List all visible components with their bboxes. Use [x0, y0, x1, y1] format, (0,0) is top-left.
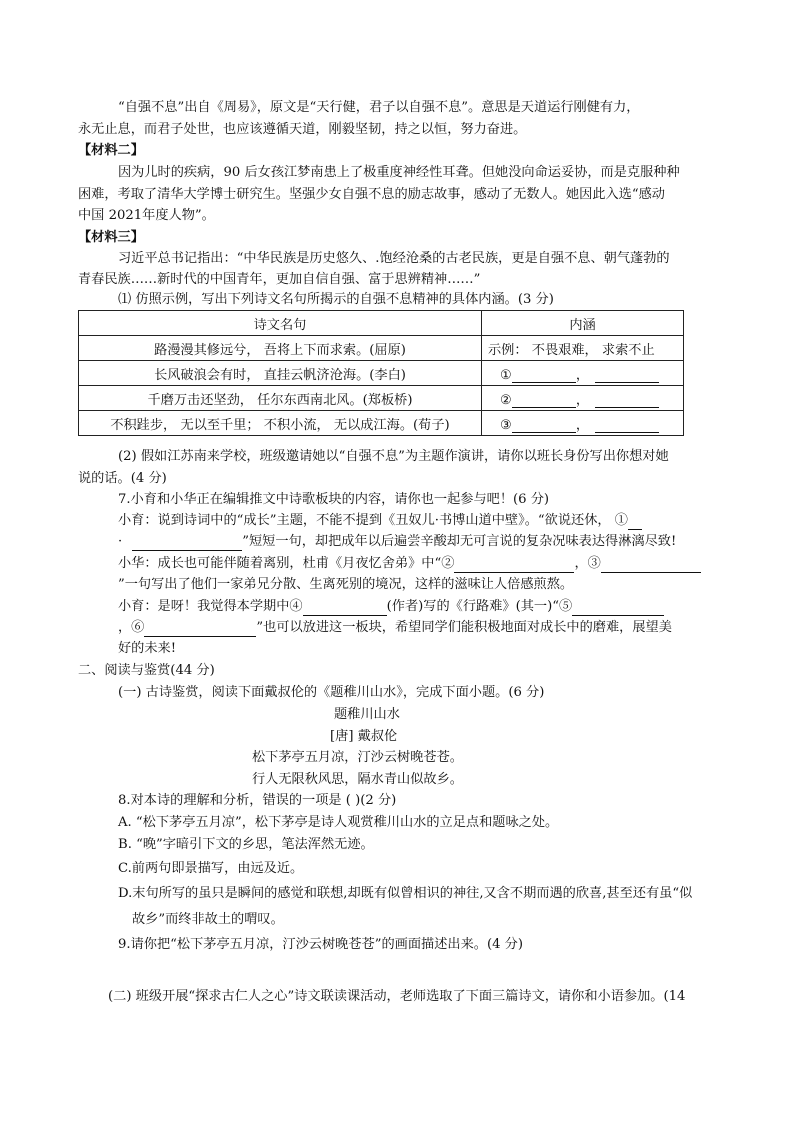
question7-dialogue-line3 [118, 555, 701, 573]
answer-number: ① [500, 367, 512, 383]
question7-stem: 7.小育和小华正在编辑推文中诗歌板块的内容，请你也一起参与吧！(6 分) [118, 492, 550, 507]
dialogue-text: ，③ [574, 556, 601, 571]
answer-blank[interactable] [595, 368, 659, 383]
question2-line2: 说的话。(4 分) [78, 471, 167, 486]
question2-line1: (2) 假如江苏南来学校，班级邀请她以“自强不息”为主题作演讲，请你以班长身份写出你想对她 [118, 449, 669, 464]
question9: 9.请你把“松下茅亭五月凉，汀沙云树晚苍苍”的画面描述出来。(4 分) [118, 937, 523, 952]
table-row [79, 386, 684, 411]
dialogue-text: ，⑥ [118, 620, 145, 635]
part2-intro: (二) 班级开展“探求古仁人之心”诗文联读课活动，老师选取了下面三篇诗文，请你和小语参加。(14 [108, 989, 686, 1004]
question7-dialogue-line5 [118, 598, 664, 616]
material2-paragraph-line2: 困难，考取了清华大学博士研究生。坚强少女自强不息的励志故事，感动了无数人。她因此入选“感动 [78, 187, 665, 202]
table-cell-meaning [482, 386, 684, 411]
answer-blank[interactable] [144, 622, 256, 637]
table-header-row [79, 311, 684, 336]
table-cell-poem: 不积跬步， 无以至千里； 不积小流， 无以成江海。(荀子) [79, 411, 482, 436]
answer-number: ③ [500, 417, 512, 433]
table-cell-meaning: 示例： 不畏艰难， 求索不止 [482, 336, 684, 361]
table-cell-meaning [482, 411, 684, 436]
part1-intro: (一) 古诗鉴赏，阅读下面戴叔伦的《题稚川山水》，完成下面小题。(6 分) [118, 685, 545, 700]
dialogue-text: 小育：是呀！我觉得本学期中④ [118, 599, 303, 614]
question8-option-d-line2: 故乡”而终非故土的喟叹。 [132, 912, 284, 927]
answer-blank[interactable] [595, 393, 659, 408]
answer-blank[interactable] [595, 418, 659, 433]
material2-heading: 【材料二】 [78, 143, 144, 158]
answer-number: ② [500, 392, 512, 408]
material2-paragraph-line3: 中国 2021年度人物”。 [78, 208, 215, 223]
poem-author: [唐] 戴叔伦 [330, 729, 398, 744]
question7-dialogue-line4: ”一句写出了他们一家弟兄分散、生离死别的境况，这样的滋味让人倍感煎熬。 [118, 577, 574, 592]
dialogue-text: · [118, 534, 123, 549]
question1-prompt: ⑴ 仿照示例，写出下列诗文名句所揭示的自强不息精神的具体内涵。(3 分) [118, 292, 554, 307]
answer-blank[interactable] [512, 393, 576, 408]
poem-title: 题稚川山水 [334, 707, 400, 722]
table-row [79, 336, 684, 361]
answer-blank[interactable] [601, 558, 701, 573]
table-cell-meaning [482, 361, 684, 386]
question8-option-b: B. “晚”字暗引下文的乡思，笔法浑然无迹。 [118, 837, 374, 852]
question7-dialogue-line6 [118, 619, 672, 637]
question8-stem: 8.对本诗的理解和分析，错误的一项是 ( )(2 分) [118, 793, 397, 808]
question7-dialogue-line2 [118, 533, 676, 551]
blank-separator: ， [575, 392, 590, 408]
table-cell-poem: 长风破浪会有时， 直挂云帆济沧海。(李白) [79, 361, 482, 386]
question7-dialogue-line7: 好的未来! [118, 641, 177, 656]
dialogue-text: 小华：成长也可能伴随着离别，杜甫《月夜忆舍弟》中“② [118, 556, 455, 571]
material1-paragraph-line2: 永无止息，而君子处世，也应该遵循天道，刚毅坚韧，持之以恒，努力奋进。 [78, 122, 527, 137]
table-row [79, 411, 684, 436]
dialogue-text: ”也可以放进这一板块，希望同学们能积极地面对成长中的磨难，展望美 [256, 620, 672, 635]
question8-option-a: A. “松下茅亭五月凉”，松下茅亭是诗人观赏稚川山水的立足点和题咏之处。 [118, 815, 559, 830]
table-header-meaning: 内涵 [482, 311, 684, 336]
blank-separator: ， [575, 367, 590, 383]
answer-blank[interactable] [512, 418, 576, 433]
material1-paragraph-line1: “自强不息”出自《周易》，原文是“天行健，君子以自强不息”。意思是天道运行刚健有力， [118, 100, 640, 115]
material3-paragraph-line1: 习近平总书记指出：“中华民族是历史悠久、.饱经沧桑的古老民族，更是自强不息、朝气蓬勃的 [118, 251, 670, 266]
poem-meaning-table [78, 310, 684, 436]
answer-blank[interactable] [572, 601, 664, 616]
answer-blank[interactable] [454, 558, 574, 573]
material2-paragraph-line1: 因为儿时的疾病，90 后女孩江梦南患上了极重度神经性耳聋。但她没向命运妥协，而是克服种种 [118, 165, 680, 180]
section2-heading: 二、阅读与鉴赏(44 分) [78, 663, 215, 678]
answer-blank[interactable] [628, 515, 642, 530]
question8-option-d-line1: D.末句所写的虽只是瞬间的感觉和联想,却既有似曾相识的神往,又含不期而遇的欣喜,甚至还有虽“似 [118, 886, 693, 901]
answer-blank[interactable] [303, 601, 387, 616]
table-row [79, 361, 684, 386]
dialogue-text: 小育：说到诗词中的“成长”主题，不能不提到《丑奴儿·书博山道中壁》。“欲说还休， ① [118, 513, 628, 528]
poem-line2: 行人无限秋风思，隔水青山似故乡。 [252, 772, 463, 787]
dialogue-text: (作者)写的《行路难》(其一)“⑤ [386, 599, 573, 614]
answer-blank[interactable] [132, 536, 242, 551]
question7-dialogue-line1 [118, 512, 642, 530]
answer-blank[interactable] [512, 368, 576, 383]
dialogue-text: ”短短一句，却把成年以后遍尝辛酸却无可言说的复杂况味表达得淋漓尽致! [242, 534, 677, 549]
table-cell-poem: 千磨万击还坚劲， 任尔东西南北风。(郑板桥) [79, 386, 482, 411]
table-cell-poem: 路漫漫其修远兮， 吾将上下而求索。(屈原) [79, 336, 482, 361]
blank-separator: ， [575, 417, 590, 433]
question8-option-c: C.前两句即景描写，由远及近。 [118, 861, 304, 876]
poem-line1: 松下茅亭五月凉，汀沙云树晚苍苍。 [252, 750, 463, 765]
material3-heading: 【材料三】 [78, 230, 144, 245]
material3-paragraph-line2: 青春民族……新时代的中国青年，更加自信自强、富于思辨精神……” [78, 272, 481, 287]
table-header-poem: 诗文名句 [79, 311, 482, 336]
